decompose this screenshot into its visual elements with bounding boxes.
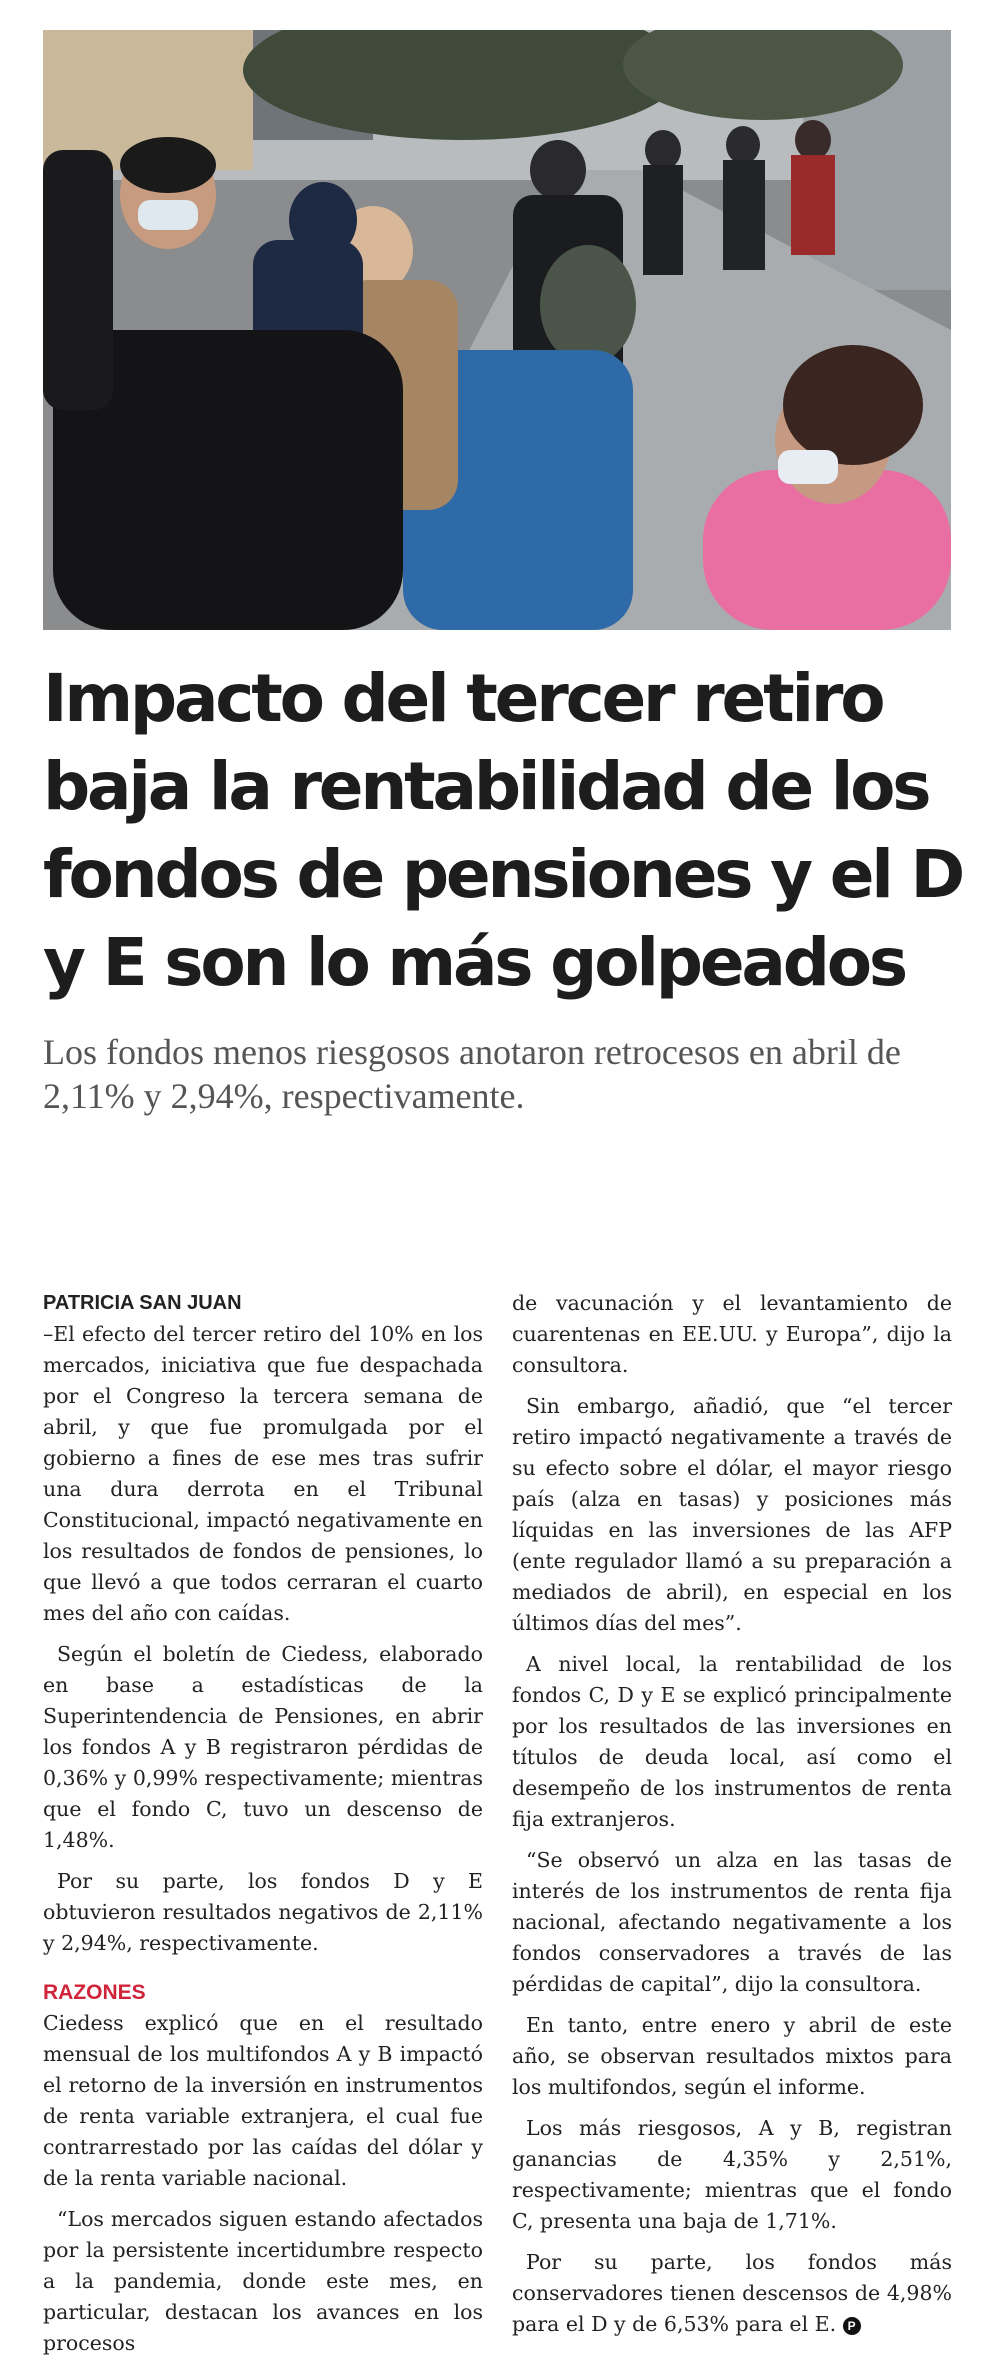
body-paragraph: “Se observó un alza en las tasas de interés de los instrumentos de renta fija nacional, afectando negativamente a los fondos conservadores a través de las pérdidas de capital”, dijo la consultora. xyxy=(512,1848,952,1996)
body-paragraph: A nivel local, la rentabilidad de los fondos C, D y E se explicó principalmente por los resultados de las inversiones en títulos de deuda local, así como el desempeño de los instrumentos de renta fija extranjeros. xyxy=(512,1652,952,1831)
end-of-article-icon: P xyxy=(843,2317,861,2335)
queue-photo-illustration xyxy=(43,30,951,630)
body-paragraph-final xyxy=(512,2247,952,2340)
body-paragraph: En tanto, entre enero y abril de este año, se observan resultados mixtos para los multifondos, según el informe. xyxy=(512,2013,952,2099)
section-title-razones: RAZONES xyxy=(43,1981,146,2004)
body-paragraph: Sin embargo, añadió, que “el tercer retiro impactó negativamente a través de su efecto sobre el dólar, el mayor riesgo país (alza en tasas) y posiciones más líquidas en las inversiones de las AFP (ente regulador llamó a su preparación a mediados de abril), en especial en los últimos días del mes”. xyxy=(512,1394,952,1635)
article-column-right xyxy=(512,1288,952,2350)
article-photo xyxy=(43,30,951,630)
article-headline: Impacto del tercer retiro baja la rentabilidad de los fondos de pensiones y el D y E son lo más golpeados xyxy=(43,660,963,1001)
article-column-left xyxy=(43,1288,483,2369)
article-subheadline: Los fondos menos riesgosos anotaron retrocesos en abril de 2,11% y 2,94%, respectivamente. xyxy=(43,1032,901,1116)
body-paragraph: Ciedess explicó que en el resultado mensual de los multifondos A y B impactó el retorno de la inversión en instrumentos de renta variable extranjera, el cual fue contrarrestado por las caídas del dólar y de la renta variable nacional. xyxy=(43,2011,483,2190)
final-paragraph-text: Por su parte, los fondos más conservadores tienen descensos de 4,98% para el D y de 6,53% para el E. xyxy=(512,2250,952,2336)
body-paragraph: “Los mercados siguen estando afectados por la persistente incertidumbre respecto a la pandemia, donde este mes, en particular, destacan los avances en los procesos xyxy=(43,2207,483,2355)
body-paragraph: Según el boletín de Ciedess, elaborado en base a estadísticas de la Superintendencia de Pensiones, en abrir los fondos A y B registraron pérdidas de 0,36% y 0,99% respectivamente; mientras que el fondo C, tuvo un descenso de 1,48%. xyxy=(43,1642,483,1852)
body-paragraph: Los más riesgosos, A y B, registran ganancias de 4,35% y 2,51%, respectivamente; mientras que el fondo C, presenta una baja de 1,71%. xyxy=(512,2116,952,2233)
body-paragraph: –El efecto del tercer retiro del 10% en los mercados, iniciativa que fue despachada por el Congreso la tercera semana de abril, y que fue promulgada por el gobierno a fines de ese mes tras sufrir una dura derrota en el Tribunal Constitucional, impactó negativamente en los resultados de fondos de pensiones, lo que llevó a que todos cerraran el cuarto mes del año con caídas. xyxy=(43,1322,483,1625)
body-paragraph: de vacunación y el levantamiento de cuarentenas en EE.UU. y Europa”, dijo la consultora. xyxy=(512,1291,952,1377)
body-paragraph: Por su parte, los fondos D y E obtuvieron resultados negativos de 2,11% y 2,94%, respectivamente. xyxy=(43,1869,483,1955)
article-byline: PATRICIA SAN JUAN xyxy=(43,1292,242,1314)
